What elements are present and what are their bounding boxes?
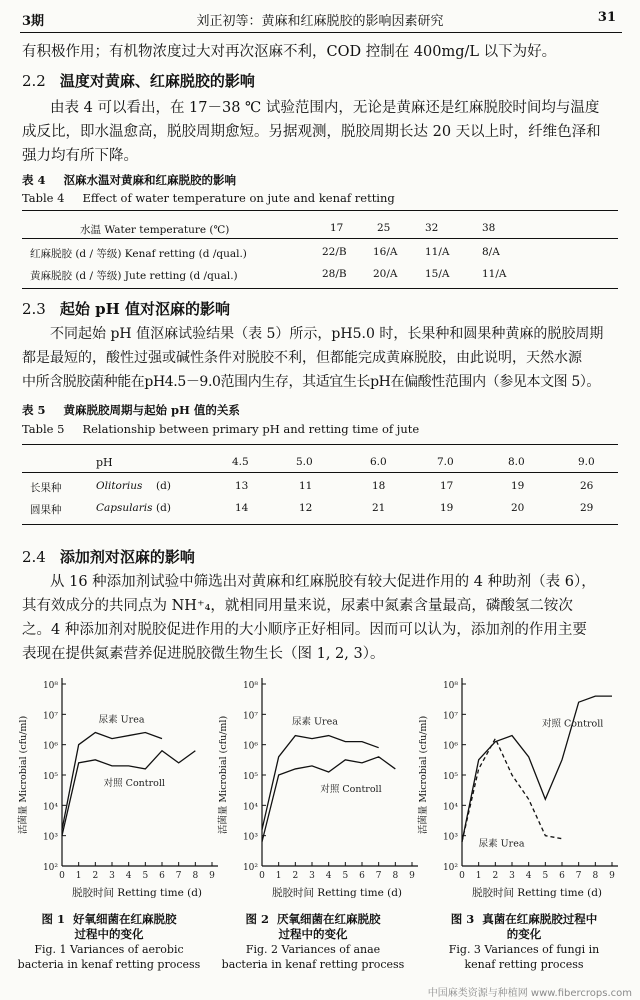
x-tick-label: 8	[192, 871, 199, 881]
table-5-ph: 7.0	[437, 456, 454, 468]
paragraph-line: 从 16 种添加剂试验中筛选出对黄麻和红麻脱胶有较大促进作用的 4 种助剂（表 6），	[50, 574, 596, 590]
section-number: 2.2	[22, 72, 46, 90]
table-row-label: 红麻脱胶 (d / 等级) Kenaf retting (d /qual.)	[30, 248, 247, 260]
running-title: 刘正初等：黄麻和红麻脱胶的影响因素研究	[196, 14, 444, 29]
table-5-top-rule	[22, 444, 618, 445]
table-cell: 18	[372, 480, 386, 492]
x-tick-label: 8	[592, 871, 599, 881]
series-line	[262, 757, 395, 842]
x-tick-label: 6	[159, 871, 165, 881]
x-tick-label: 1	[75, 871, 82, 881]
table-4-top-rule	[22, 210, 618, 211]
x-tick-label: 1	[275, 871, 282, 881]
figure-title-en: bacteria in kenaf retting process	[221, 958, 405, 971]
x-tick-label: 0	[459, 871, 465, 881]
table-number: 表 4	[22, 173, 46, 187]
figure-number: 图 1	[41, 912, 65, 926]
x-tick-label: 3	[509, 871, 515, 881]
table-cell: 17	[440, 480, 454, 492]
x-tick-label: 7	[375, 871, 382, 881]
table-cell: 16/A	[373, 246, 398, 258]
paragraph-line: 之。4 种添加剂对脱胶促进作用的大小顺序正好相同。因而可以认为，添加剂的作用主要	[22, 622, 587, 638]
paragraph-line: 都是最短的，酸性过强或碱性条件对脱胶不利，但都能完成黄麻脱胶，由此说明，天然水源	[22, 350, 582, 366]
figure-title-cn: 厌氧细菌在红麻脱胶	[277, 912, 381, 926]
table-row-label-en: Capsularis	[96, 502, 153, 514]
table-4-header-label: 水温 Water temperature (℃)	[80, 224, 230, 236]
table-cell: 8/A	[482, 246, 500, 258]
table-cell: 12	[299, 502, 313, 514]
figure-title-en: kenaf retting process	[464, 958, 584, 971]
table-cell: 19	[440, 502, 454, 514]
table-5-ph: 6.0	[370, 456, 387, 468]
table-cell: 26	[580, 480, 594, 492]
paragraph-line: 强力均有所下降。	[22, 148, 138, 164]
table-number: Table 4	[22, 191, 65, 205]
x-tick-label: 7	[175, 871, 182, 881]
y-tick-label: 10⁶	[442, 741, 458, 752]
table-5-ph: 8.0	[508, 456, 525, 468]
table-cell: 22/B	[322, 246, 347, 258]
series-label: 尿素 Urea	[478, 838, 525, 850]
section-2-4-body	[22, 570, 622, 666]
issue-number: 3期	[22, 14, 45, 29]
table-5-ph: 4.5	[232, 456, 249, 468]
x-tick-label: 5	[142, 871, 149, 881]
paragraph-line: 不同起始 pH 值沤麻试验结果（表 5）所示，pH5.0 时，长果种和圆果种黄麻的脱胶周期	[50, 326, 604, 342]
table-5-mid-rule	[22, 472, 618, 473]
series-line	[462, 739, 562, 842]
series-label: 尿素 Urea	[98, 714, 145, 726]
y-tick-label: 10⁵	[442, 772, 458, 782]
table-4-caption-cn	[22, 172, 236, 188]
table-5-ph: 5.0	[296, 456, 313, 468]
table-title: 沤麻水温对黄麻和红麻脱胶的影响	[63, 173, 237, 187]
table-title: Relationship between primary pH and retting time of jute	[82, 422, 420, 436]
x-tick-label: 6	[359, 871, 365, 881]
figure-title-cn: 的变化	[506, 927, 542, 941]
paragraph-line: 中所含脱胶菌种能在pH4.5－9.0范围内生存，其适宜生长pH在偏酸性范围内（参见本文图 5）。	[22, 374, 601, 390]
table-row-label-en: Olitorius	[96, 480, 143, 492]
y-tick-label: 10³	[442, 832, 458, 843]
y-tick-label: 10⁴	[42, 802, 58, 813]
table-4-mid-rule	[22, 238, 618, 239]
x-axis-label: 脱胶时间 Retting time (d)	[271, 887, 403, 899]
table-4-caption-en	[22, 191, 395, 205]
x-tick-label: 5	[542, 871, 549, 881]
table-title: 黄麻脱胶周期与起始 pH 值的关系	[63, 403, 240, 417]
x-tick-label: 0	[259, 871, 265, 881]
table-cell: 11/A	[482, 268, 507, 280]
x-axis-label: 脱胶时间 Retting time (d)	[471, 887, 603, 899]
section-number: 2.4	[22, 548, 46, 566]
figure-title-cn: 好氧细菌在红麻脱胶	[73, 912, 177, 926]
paragraph-line: 表现在提供氮素营养促进脱胶微生物生长（图 1, 2, 3）。	[22, 646, 385, 662]
watermark: 中国麻类资源与种植网 www.fibercrops.com	[427, 988, 632, 999]
section-2-2-body	[22, 96, 622, 168]
y-tick-label: 10⁷	[242, 711, 258, 722]
table-row-unit: (d)	[156, 502, 171, 514]
table-cell: 11/A	[425, 246, 450, 258]
table-cell: 28/B	[322, 268, 347, 280]
figure-3-caption	[424, 912, 624, 972]
table-5-caption-en	[22, 422, 419, 436]
table-cell: 11	[299, 480, 313, 492]
intro-line: 有积极作用；有机物浓度过大对再次沤麻不利，COD 控制在 400mg/L 以下为好。	[22, 44, 557, 60]
figure-1-caption	[14, 912, 204, 972]
y-tick-label: 10⁶	[42, 741, 58, 752]
x-tick-label: 5	[342, 871, 349, 881]
y-tick-label: 10²	[42, 863, 58, 873]
figure-title-cn: 过程中的变化	[74, 927, 144, 941]
section-number: 2.3	[22, 300, 46, 318]
table-cell: 13	[235, 480, 249, 492]
y-tick-label: 10³	[42, 832, 58, 843]
series-label: 对照 Controll	[320, 783, 382, 795]
table-4-temp: 17	[330, 222, 344, 234]
y-tick-label: 10²	[242, 863, 258, 873]
table-title: Effect of water temperature on jute and kenaf retting	[82, 191, 395, 205]
figure-title-en: Fig. 2 Variances of anae	[245, 943, 381, 956]
series-label: 对照 Controll	[542, 718, 604, 730]
figures-panel	[0, 670, 640, 910]
figure-number: 图 2	[245, 912, 269, 926]
x-tick-label: 6	[559, 871, 565, 881]
y-tick-label: 10⁶	[242, 741, 258, 752]
x-tick-label: 2	[492, 871, 499, 881]
x-tick-label: 2	[292, 871, 299, 881]
x-tick-label: 2	[92, 871, 99, 881]
x-tick-label: 9	[409, 871, 415, 881]
table-cell: 14	[235, 502, 249, 514]
section-title: 起始 pH 值对沤麻的影响	[59, 300, 230, 318]
table-cell: 15/A	[425, 268, 450, 280]
y-tick-label: 10⁸	[242, 681, 258, 691]
x-axis-label: 脱胶时间 Retting time (d)	[71, 887, 203, 899]
table-cell: 19	[511, 480, 525, 492]
table-5-header-label: pH	[96, 456, 113, 469]
x-tick-label: 1	[475, 871, 482, 881]
y-tick-label: 10⁷	[442, 711, 458, 722]
table-5-ph: 9.0	[578, 456, 595, 468]
section-title: 添加剂对沤麻的影响	[59, 548, 195, 566]
x-tick-label: 4	[125, 871, 132, 881]
y-tick-label: 10⁸	[42, 681, 58, 691]
x-tick-label: 3	[109, 871, 115, 881]
series-line	[262, 736, 382, 830]
figure-number: 图 3	[450, 912, 475, 926]
table-row-unit: (d)	[156, 480, 171, 492]
section-2-3-heading	[22, 298, 230, 319]
table-row-label: 黄麻脱胶 (d / 等级) Jute retting (d /qual.)	[30, 270, 238, 282]
table-cell: 21	[372, 502, 386, 514]
y-axis-label: 活菌量 Microbial (cfu/ml)	[218, 715, 229, 835]
table-4-temp: 38	[482, 222, 496, 234]
table-5-bottom-rule	[22, 524, 618, 525]
y-tick-label: 10³	[242, 832, 258, 843]
figure-title-en: Fig. 1 Variances of aerobic	[34, 943, 184, 956]
figure-title-cn: 过程中的变化	[278, 927, 348, 941]
paragraph-line: 成反比，即水温愈高，脱胶周期愈短。另据观测，脱胶周期长达 20 天以上时，纤维色泽和	[22, 124, 601, 140]
x-tick-label: 3	[309, 871, 315, 881]
y-tick-label: 10⁸	[442, 681, 458, 691]
table-4-bottom-rule	[22, 288, 618, 289]
table-number: 表 5	[22, 403, 46, 417]
header-rule	[20, 32, 622, 33]
figure-title-cn: 真菌在红麻脱胶过程中	[482, 912, 598, 926]
table-5-caption-cn	[22, 402, 240, 418]
x-tick-label: 4	[525, 871, 532, 881]
y-tick-label: 10⁵	[242, 772, 258, 782]
paragraph-line: 其有效成分的共同点为 NH⁺₄，就相同用量来说，尿素中氮素含量最高，磷酸氢二铵次	[22, 598, 573, 614]
y-tick-label: 10⁴	[242, 802, 258, 813]
series-label: 尿素 Urea	[292, 716, 338, 728]
y-axis-label: 活菌量 Microbial (cfu/ml)	[18, 715, 29, 835]
x-tick-label: 9	[609, 871, 615, 881]
x-tick-label: 8	[392, 871, 399, 881]
paragraph-line: 由表 4 可以看出，在 17－38 ℃ 试验范围内，无论是黄麻还是红麻脱胶时间均与温度	[50, 100, 600, 116]
y-tick-label: 10⁴	[442, 802, 458, 813]
table-number: Table 5	[22, 422, 65, 436]
y-tick-label: 10⁷	[42, 711, 58, 722]
section-2-4-heading	[22, 546, 195, 567]
page-header	[0, 0, 640, 34]
x-tick-label: 4	[325, 871, 332, 881]
y-tick-label: 10⁵	[42, 772, 58, 782]
table-cell: 20/A	[373, 268, 398, 280]
x-tick-label: 0	[59, 871, 65, 881]
section-2-3-body	[22, 322, 622, 394]
x-tick-label: 9	[209, 871, 215, 881]
table-4-temp: 25	[377, 222, 391, 234]
page-number: 31	[597, 10, 616, 25]
table-4-temp: 32	[425, 222, 439, 234]
figure-2-caption	[218, 912, 408, 972]
figure-title-en: bacteria in kenaf retting process	[17, 958, 201, 971]
table-cell: 20	[511, 502, 525, 514]
series-label: 对照 Controll	[103, 777, 165, 789]
y-tick-label: 10²	[442, 863, 458, 873]
x-tick-label: 7	[575, 871, 582, 881]
figure-title-en: Fig. 3 Variances of fungi in	[448, 943, 600, 956]
table-row-label-cn: 长果种	[30, 482, 62, 494]
series-line	[62, 751, 195, 836]
table-cell: 29	[580, 502, 594, 514]
table-row-label-cn: 圆果种	[30, 504, 62, 516]
section-title: 温度对黄麻、红麻脱胶的影响	[59, 72, 255, 90]
y-axis-label: 活菌量 Microbial (cfu/ml)	[418, 715, 429, 835]
section-2-2-heading	[22, 70, 255, 91]
